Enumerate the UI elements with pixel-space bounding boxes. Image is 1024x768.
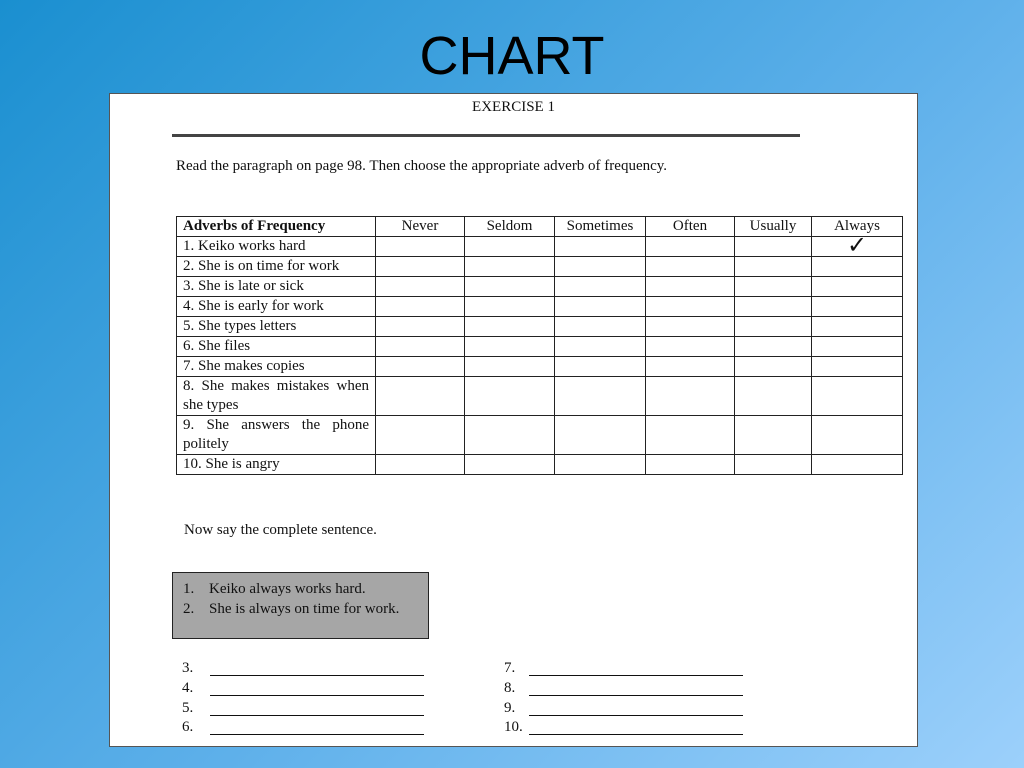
frequency-cell[interactable] <box>812 416 903 455</box>
frequency-cell[interactable] <box>646 237 735 257</box>
column-header-seldom: Seldom <box>465 217 555 237</box>
frequency-cell[interactable] <box>812 357 903 377</box>
frequency-cell[interactable] <box>646 416 735 455</box>
checkmark-icon[interactable]: ✓ <box>812 237 903 257</box>
column-header-usually: Usually <box>735 217 812 237</box>
blank-line[interactable] <box>210 675 424 676</box>
frequency-cell[interactable] <box>735 337 812 357</box>
frequency-table <box>176 216 903 475</box>
blank-line[interactable] <box>210 715 424 716</box>
frequency-cell[interactable] <box>465 377 555 416</box>
frequency-cell[interactable] <box>376 416 465 455</box>
column-header-adverbs: Adverbs of Frequency <box>177 217 376 237</box>
frequency-cell[interactable] <box>812 277 903 297</box>
statement-label: 1. Keiko works hard <box>177 237 376 257</box>
slide-title: CHART <box>419 26 605 86</box>
frequency-cell[interactable] <box>812 317 903 337</box>
frequency-cell[interactable] <box>735 317 812 337</box>
blank-number: 6. <box>182 719 194 735</box>
statement-label: 5. She types letters <box>177 317 376 337</box>
table-row <box>177 377 903 416</box>
statement-label: 9. She answers the phone politely <box>177 416 376 455</box>
table-row <box>177 357 903 377</box>
blank-number: 8. <box>504 680 516 696</box>
column-header-never: Never <box>376 217 465 237</box>
statement-label: 7. She makes copies <box>177 357 376 377</box>
frequency-cell[interactable] <box>812 337 903 357</box>
frequency-cell[interactable] <box>812 297 903 317</box>
blank-number: 9. <box>504 700 516 716</box>
instruction-text: Read the paragraph on page 98. Then choose the appropriate adverb of frequency. <box>176 158 668 174</box>
frequency-cell[interactable] <box>735 237 812 257</box>
frequency-cell[interactable] <box>646 277 735 297</box>
divider-rule <box>172 134 800 137</box>
exercise-title: EXERCISE 1 <box>472 99 555 115</box>
frequency-cell[interactable] <box>555 257 646 277</box>
frequency-cell[interactable] <box>465 277 555 297</box>
frequency-cell[interactable] <box>555 297 646 317</box>
blank-line[interactable] <box>529 715 743 716</box>
blank-number: 10. <box>504 719 523 735</box>
frequency-cell[interactable] <box>812 377 903 416</box>
frequency-cell[interactable] <box>465 317 555 337</box>
example-answer <box>183 601 399 618</box>
table-header-row <box>177 217 903 237</box>
example-text: Keiko always works hard. <box>209 581 366 597</box>
frequency-cell[interactable] <box>376 277 465 297</box>
frequency-cell[interactable] <box>646 337 735 357</box>
worksheet <box>109 93 918 747</box>
column-header-always: Always <box>812 217 903 237</box>
frequency-cell[interactable] <box>465 455 555 475</box>
frequency-cell[interactable] <box>646 455 735 475</box>
table-row <box>177 317 903 337</box>
blank-line[interactable] <box>210 734 424 735</box>
frequency-cell[interactable] <box>465 337 555 357</box>
frequency-cell[interactable] <box>735 277 812 297</box>
frequency-cell[interactable] <box>735 357 812 377</box>
table-row <box>177 337 903 357</box>
frequency-cell[interactable] <box>465 416 555 455</box>
frequency-cell[interactable] <box>735 455 812 475</box>
table-row <box>177 297 903 317</box>
frequency-cell[interactable] <box>555 455 646 475</box>
frequency-cell[interactable] <box>555 237 646 257</box>
frequency-cell[interactable] <box>555 357 646 377</box>
frequency-cell[interactable] <box>555 317 646 337</box>
statement-label: 3. She is late or sick <box>177 277 376 297</box>
example-answers-box <box>172 572 429 639</box>
blank-number: 4. <box>182 680 194 696</box>
frequency-cell[interactable] <box>646 357 735 377</box>
answer-blank[interactable] <box>504 680 743 700</box>
answer-blank[interactable] <box>182 700 424 720</box>
frequency-cell[interactable] <box>376 297 465 317</box>
column-header-sometimes: Sometimes <box>555 217 646 237</box>
blank-number: 5. <box>182 700 194 716</box>
table-row <box>177 416 903 455</box>
answer-blank[interactable] <box>182 719 424 739</box>
frequency-cell[interactable] <box>646 297 735 317</box>
answer-blank[interactable] <box>182 660 424 680</box>
frequency-cell[interactable] <box>376 455 465 475</box>
frequency-cell[interactable] <box>646 257 735 277</box>
statement-label: 4. She is early for work <box>177 297 376 317</box>
frequency-cell[interactable] <box>376 337 465 357</box>
table-row <box>177 277 903 297</box>
frequency-cell[interactable] <box>735 257 812 277</box>
frequency-cell[interactable] <box>812 455 903 475</box>
statement-label: 8. She makes mistakes when she types <box>177 377 376 416</box>
answer-blank[interactable] <box>504 700 743 720</box>
example-answer <box>183 581 366 598</box>
frequency-cell[interactable] <box>465 297 555 317</box>
frequency-cell[interactable] <box>812 257 903 277</box>
frequency-cell[interactable] <box>555 337 646 357</box>
frequency-cell[interactable] <box>735 297 812 317</box>
frequency-cell[interactable] <box>465 357 555 377</box>
frequency-cell[interactable] <box>646 377 735 416</box>
frequency-cell[interactable] <box>376 357 465 377</box>
blank-line[interactable] <box>529 734 743 735</box>
example-text: She is always on time for work. <box>209 601 400 617</box>
table-row <box>177 257 903 277</box>
blank-line[interactable] <box>529 695 743 696</box>
frequency-cell[interactable] <box>465 237 555 257</box>
frequency-cell[interactable] <box>465 257 555 277</box>
example-number: 1. <box>183 581 195 597</box>
blank-number: 3. <box>182 660 194 676</box>
frequency-cell[interactable] <box>735 377 812 416</box>
blank-line[interactable] <box>210 695 424 696</box>
blank-number: 7. <box>504 660 516 676</box>
frequency-cell[interactable] <box>376 377 465 416</box>
statement-label: 6. She files <box>177 337 376 357</box>
statement-label: 10. She is angry <box>177 455 376 475</box>
frequency-cell[interactable] <box>646 317 735 337</box>
frequency-cell[interactable] <box>555 416 646 455</box>
answer-blank[interactable] <box>504 660 743 680</box>
answer-blank[interactable] <box>182 680 424 700</box>
statement-label: 2. She is on time for work <box>177 257 376 277</box>
blank-line[interactable] <box>529 675 743 676</box>
frequency-cell[interactable] <box>555 277 646 297</box>
frequency-cell[interactable] <box>555 377 646 416</box>
example-number: 2. <box>183 601 195 617</box>
frequency-cell[interactable] <box>376 257 465 277</box>
frequency-cell[interactable] <box>376 317 465 337</box>
answer-blank[interactable] <box>504 719 743 739</box>
table-row <box>177 237 903 257</box>
frequency-cell[interactable] <box>376 237 465 257</box>
table-row <box>177 455 903 475</box>
say-prompt: Now say the complete sentence. <box>184 522 377 538</box>
frequency-cell[interactable] <box>735 416 812 455</box>
column-header-often: Often <box>646 217 735 237</box>
